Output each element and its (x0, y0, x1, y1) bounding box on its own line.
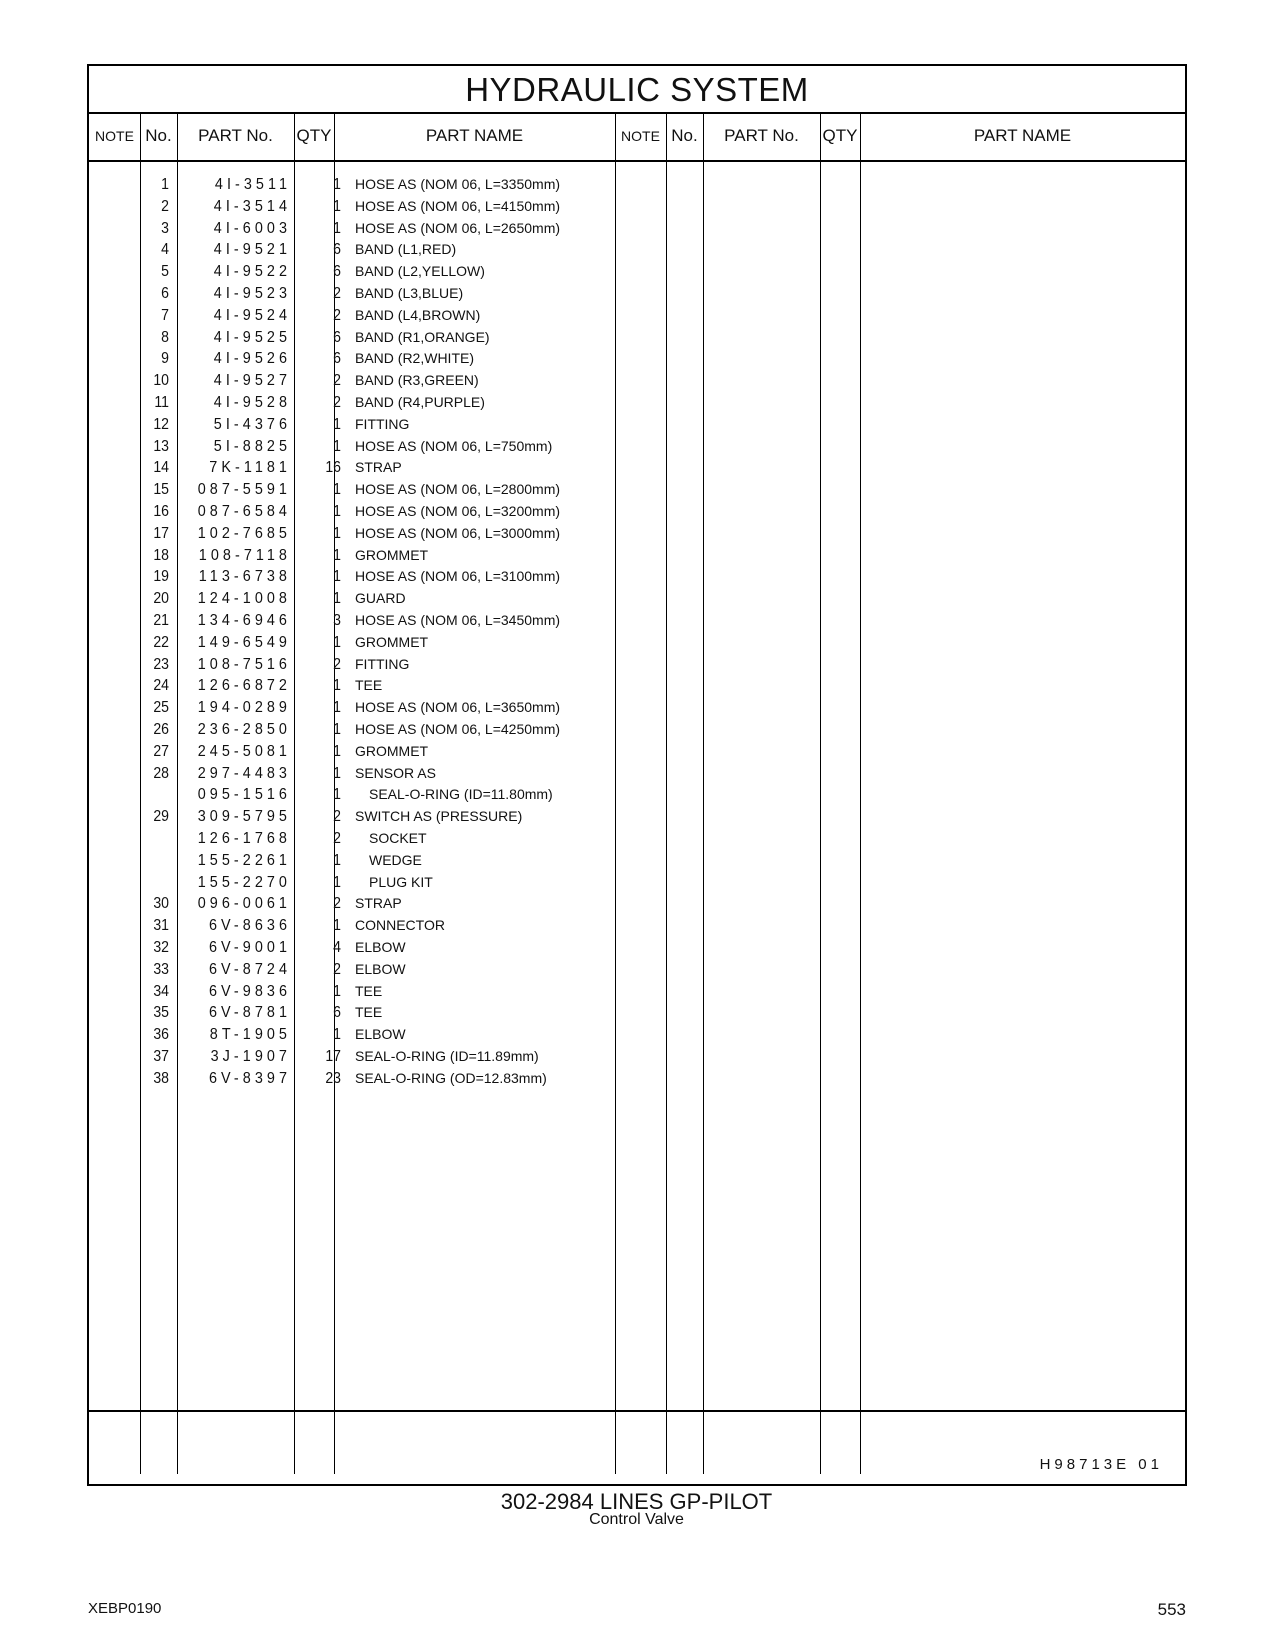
part-name: BAND (R4,PURPLE) (355, 394, 485, 410)
quantity: 1 (333, 437, 341, 455)
quantity: 1 (333, 568, 341, 586)
table-row (89, 590, 729, 613)
quantity: 2 (333, 394, 341, 411)
parts-table-frame (87, 64, 1187, 1486)
table-row (89, 983, 729, 1006)
item-number: 16 (153, 503, 169, 520)
quantity: 1 (333, 219, 341, 237)
table-row (89, 677, 729, 700)
table-row (89, 1004, 729, 1027)
page-number: 553 (1157, 1600, 1186, 1619)
part-number: 5I-8825 (213, 437, 291, 455)
item-number: 28 (153, 764, 169, 782)
document-id: XEBP0190 (88, 1600, 162, 1617)
table-row (89, 721, 729, 744)
item-number: 13 (153, 437, 169, 455)
part-number: 4I-3514 (213, 197, 291, 215)
table-row (89, 786, 729, 809)
table-row (89, 743, 729, 766)
quantity: 17 (325, 1048, 341, 1065)
quantity: 2 (333, 808, 341, 826)
table-row (89, 765, 729, 788)
quantity: 1 (333, 873, 341, 891)
item-number: 1 (161, 176, 169, 193)
item-number: 34 (153, 982, 169, 1000)
part-name: ELBOW (355, 960, 406, 977)
quantity: 2 (333, 830, 341, 847)
part-number: 096-0061 (197, 895, 291, 913)
item-number: 33 (153, 960, 169, 978)
part-number: 7K-1181 (209, 459, 291, 477)
item-number: 21 (153, 612, 169, 629)
table-row (89, 220, 729, 243)
part-number: 6V-9836 (209, 982, 291, 1000)
part-number: 309-5795 (197, 808, 291, 826)
table-row (89, 459, 729, 482)
part-name: HOSE AS (NOM 06, L=3200mm) (355, 503, 561, 519)
table-row (89, 394, 729, 417)
table-row (89, 830, 729, 853)
table-row (89, 895, 729, 918)
part-name: HOSE AS (NOM 06, L=750mm) (355, 437, 553, 454)
quantity: 4 (333, 939, 341, 956)
quantity: 1 (333, 415, 341, 433)
quantity: 1 (333, 633, 341, 651)
part-name: TEE (355, 1004, 383, 1021)
header-no-right: No. (671, 126, 698, 145)
table-row (89, 263, 729, 286)
part-name: HOSE AS (NOM 06, L=3000mm) (355, 524, 561, 541)
item-number: 12 (153, 415, 169, 433)
part-name: SEAL-O-RING (ID=11.89mm) (355, 1048, 539, 1064)
part-number: 124-1008 (197, 590, 291, 608)
part-name: HOSE AS (NOM 06, L=2800mm) (355, 481, 561, 498)
header-note-right: NOTE (621, 128, 660, 144)
part-name: SEAL-O-RING (ID=11.80mm) (369, 786, 553, 803)
part-name: PLUG KIT (369, 873, 433, 890)
table-row (89, 568, 729, 591)
part-name: BAND (L2,YELLOW) (355, 263, 485, 280)
header-part-name-left: PART NAME (425, 126, 524, 145)
quantity: 1 (333, 176, 341, 193)
quantity: 6 (333, 350, 341, 368)
part-number: 6V-8636 (209, 917, 291, 935)
part-name: SEAL-O-RING (OD=12.83mm) (355, 1069, 547, 1086)
part-number: 6V-8724 (209, 960, 291, 978)
item-number: 27 (153, 742, 169, 760)
part-number: 3J-1907 (210, 1048, 291, 1065)
quantity: 1 (333, 721, 341, 738)
part-name: SWITCH AS (PRESSURE) (355, 808, 523, 825)
quantity: 6 (333, 241, 341, 259)
item-number: 18 (153, 546, 169, 564)
item-number: 19 (153, 568, 169, 586)
part-name: ELBOW (355, 939, 406, 955)
part-number: 6V-8397 (209, 1069, 291, 1087)
assembly-title: 302-2984 LINES GP-PILOT (500, 1489, 773, 1514)
quantity: 1 (333, 917, 341, 935)
table-row (89, 808, 729, 831)
part-name: BAND (R3,GREEN) (355, 372, 479, 389)
part-number: 4I-9524 (213, 306, 291, 324)
table-row (89, 1048, 729, 1071)
part-number: 134-6946 (197, 612, 291, 629)
quantity: 6 (333, 1004, 341, 1022)
table-row (89, 307, 729, 330)
header-no-left: No. (145, 126, 172, 145)
column-divider (820, 112, 821, 1474)
item-number: 10 (153, 372, 169, 390)
part-name: STRAP (355, 895, 402, 912)
table-row (89, 612, 729, 635)
item-number: 20 (153, 590, 169, 608)
part-number: 126-6872 (197, 677, 291, 695)
item-number: 36 (153, 1026, 169, 1044)
part-name: HOSE AS (NOM 06, L=2650mm) (355, 219, 561, 236)
quantity: 2 (333, 960, 341, 978)
item-number: 8 (161, 328, 169, 346)
item-number: 4 (161, 241, 169, 259)
item-number: 15 (153, 481, 169, 499)
item-number: 9 (161, 350, 169, 368)
part-number: 4I-6003 (213, 219, 291, 237)
part-name: HOSE AS (NOM 06, L=4150mm) (355, 197, 561, 214)
part-number: 5I-4376 (213, 415, 291, 433)
part-number: 149-6549 (197, 633, 291, 651)
table-row (89, 939, 729, 962)
part-name: HOSE AS (NOM 06, L=3450mm) (355, 612, 561, 628)
part-name: BAND (L3,BLUE) (355, 285, 464, 301)
quantity: 1 (333, 982, 341, 1000)
header-qty-left: QTY (296, 126, 332, 145)
part-name: SENSOR AS (355, 764, 436, 781)
item-number: 37 (153, 1048, 169, 1065)
part-number: 126-1768 (197, 830, 291, 847)
table-row (89, 547, 729, 570)
item-number: 3 (161, 219, 169, 237)
item-number: 23 (153, 655, 169, 673)
part-name: TEE (355, 982, 383, 999)
part-name: BAND (L4,BROWN) (355, 306, 481, 323)
quantity: 1 (333, 699, 341, 717)
part-name: GROMMET (355, 633, 429, 650)
table-row (89, 438, 729, 461)
part-name: HOSE AS (NOM 06, L=3650mm) (355, 699, 561, 716)
table-row (89, 350, 729, 373)
part-name: GUARD (355, 590, 406, 607)
quantity: 1 (333, 590, 341, 608)
quantity: 1 (333, 851, 341, 869)
part-number: 087-6584 (197, 503, 291, 520)
part-name: WEDGE (369, 851, 422, 868)
part-number: 155-2261 (197, 851, 291, 869)
part-number: 113-6738 (198, 568, 291, 586)
quantity: 2 (333, 655, 341, 673)
part-number: 245-5081 (197, 742, 291, 760)
part-name: BAND (R2,WHITE) (355, 350, 474, 367)
item-number: 22 (153, 633, 169, 651)
quantity: 1 (333, 197, 341, 215)
quantity: 2 (333, 372, 341, 390)
item-number: 29 (153, 808, 169, 826)
item-number: 11 (154, 394, 169, 411)
part-name: GROMMET (355, 742, 429, 759)
item-number: 7 (161, 306, 169, 324)
quantity: 1 (333, 546, 341, 564)
item-number: 6 (161, 285, 169, 302)
part-name: SOCKET (369, 830, 427, 846)
quantity: 1 (333, 742, 341, 760)
item-number: 38 (153, 1069, 169, 1087)
header-note-left: NOTE (95, 128, 134, 144)
table-row (89, 198, 729, 221)
part-number: 194-0289 (197, 699, 291, 717)
part-number: 095-1516 (197, 786, 291, 804)
table-row (89, 416, 729, 439)
part-number: 6V-9001 (209, 939, 291, 956)
part-name: HOSE AS (NOM 06, L=4250mm) (355, 721, 561, 737)
table-row (89, 329, 729, 352)
item-number: 17 (153, 524, 169, 542)
part-name: BAND (R1,ORANGE) (355, 328, 490, 345)
quantity: 2 (333, 895, 341, 913)
item-number: 30 (153, 895, 169, 913)
header-qty-right: QTY (822, 126, 858, 145)
quantity: 1 (333, 503, 341, 520)
part-number: 102-7685 (197, 524, 291, 542)
table-row (89, 699, 729, 722)
quantity: 2 (333, 285, 341, 302)
part-name: STRAP (355, 459, 402, 476)
header-part-name-right: PART NAME (973, 126, 1072, 145)
quantity: 1 (333, 786, 341, 804)
part-number: 4I-9525 (213, 328, 291, 346)
table-row (89, 285, 729, 308)
part-name: ELBOW (355, 1026, 406, 1043)
quantity: 6 (333, 328, 341, 346)
part-number: 4I-9522 (213, 263, 291, 281)
drawing-code: H98713E 01 (1039, 1456, 1163, 1473)
table-row (89, 241, 729, 264)
table-row (89, 961, 729, 984)
part-number: 087-5591 (197, 481, 291, 499)
part-name: FITTING (355, 415, 410, 432)
column-divider (860, 112, 861, 1474)
item-number: 31 (153, 917, 169, 935)
table-row (89, 917, 729, 940)
quantity: 1 (333, 481, 341, 499)
part-number: 155-2270 (197, 873, 291, 891)
item-number: 32 (153, 939, 169, 956)
part-number: 8T-1905 (209, 1026, 291, 1044)
table-row (89, 176, 729, 199)
table-row (89, 852, 729, 875)
item-number: 26 (153, 721, 169, 738)
table-row (89, 634, 729, 657)
table-row (89, 372, 729, 395)
part-number: 6V-8781 (209, 1004, 291, 1022)
table-row (89, 874, 729, 897)
table-row (89, 481, 729, 504)
quantity: 23 (325, 1069, 341, 1087)
part-number: 4I-3511 (214, 176, 291, 193)
quantity: 1 (333, 524, 341, 542)
part-number: 108-7516 (197, 655, 291, 673)
quantity: 1 (333, 1026, 341, 1044)
part-number: 297-4483 (197, 764, 291, 782)
part-name: FITTING (355, 655, 410, 672)
item-number: 35 (153, 1004, 169, 1022)
quantity: 1 (333, 677, 341, 695)
item-number: 14 (153, 459, 169, 477)
table-row (89, 656, 729, 679)
table-row (89, 503, 729, 526)
header-part-no-right: PART No. (724, 126, 799, 145)
part-number: 4I-9528 (213, 394, 291, 411)
table-row (89, 1026, 729, 1049)
table-row (89, 1070, 729, 1093)
table-row (89, 525, 729, 548)
part-name: TEE (355, 677, 383, 694)
item-number: 24 (153, 677, 169, 695)
part-number: 4I-9526 (213, 350, 291, 368)
quantity: 1 (333, 764, 341, 782)
part-name: GROMMET (355, 546, 429, 563)
table-header (89, 112, 1185, 162)
quantity: 16 (325, 459, 341, 477)
quantity: 2 (333, 306, 341, 324)
part-name: BAND (L1,RED) (355, 241, 457, 258)
part-name: CONNECTOR (355, 917, 445, 934)
part-name: HOSE AS (NOM 06, L=3100mm) (355, 568, 561, 585)
part-number: 4I-9527 (213, 372, 291, 390)
assembly-subtitle: Control Valve (589, 1511, 684, 1528)
table-bottom-rule (89, 1410, 1185, 1412)
part-number: 4I-9523 (213, 285, 291, 302)
item-number: 5 (161, 263, 169, 281)
item-number: 25 (153, 699, 169, 717)
part-number: 236-2850 (197, 721, 291, 738)
part-name: HOSE AS (NOM 06, L=3350mm) (355, 176, 561, 192)
section-title: HYDRAULIC SYSTEM (89, 66, 1185, 114)
quantity: 6 (333, 263, 341, 281)
item-number: 2 (161, 197, 169, 215)
quantity: 3 (333, 612, 341, 629)
part-number: 108-7118 (198, 546, 291, 564)
header-part-no-left: PART No. (198, 126, 273, 145)
part-number: 4I-9521 (213, 241, 291, 259)
